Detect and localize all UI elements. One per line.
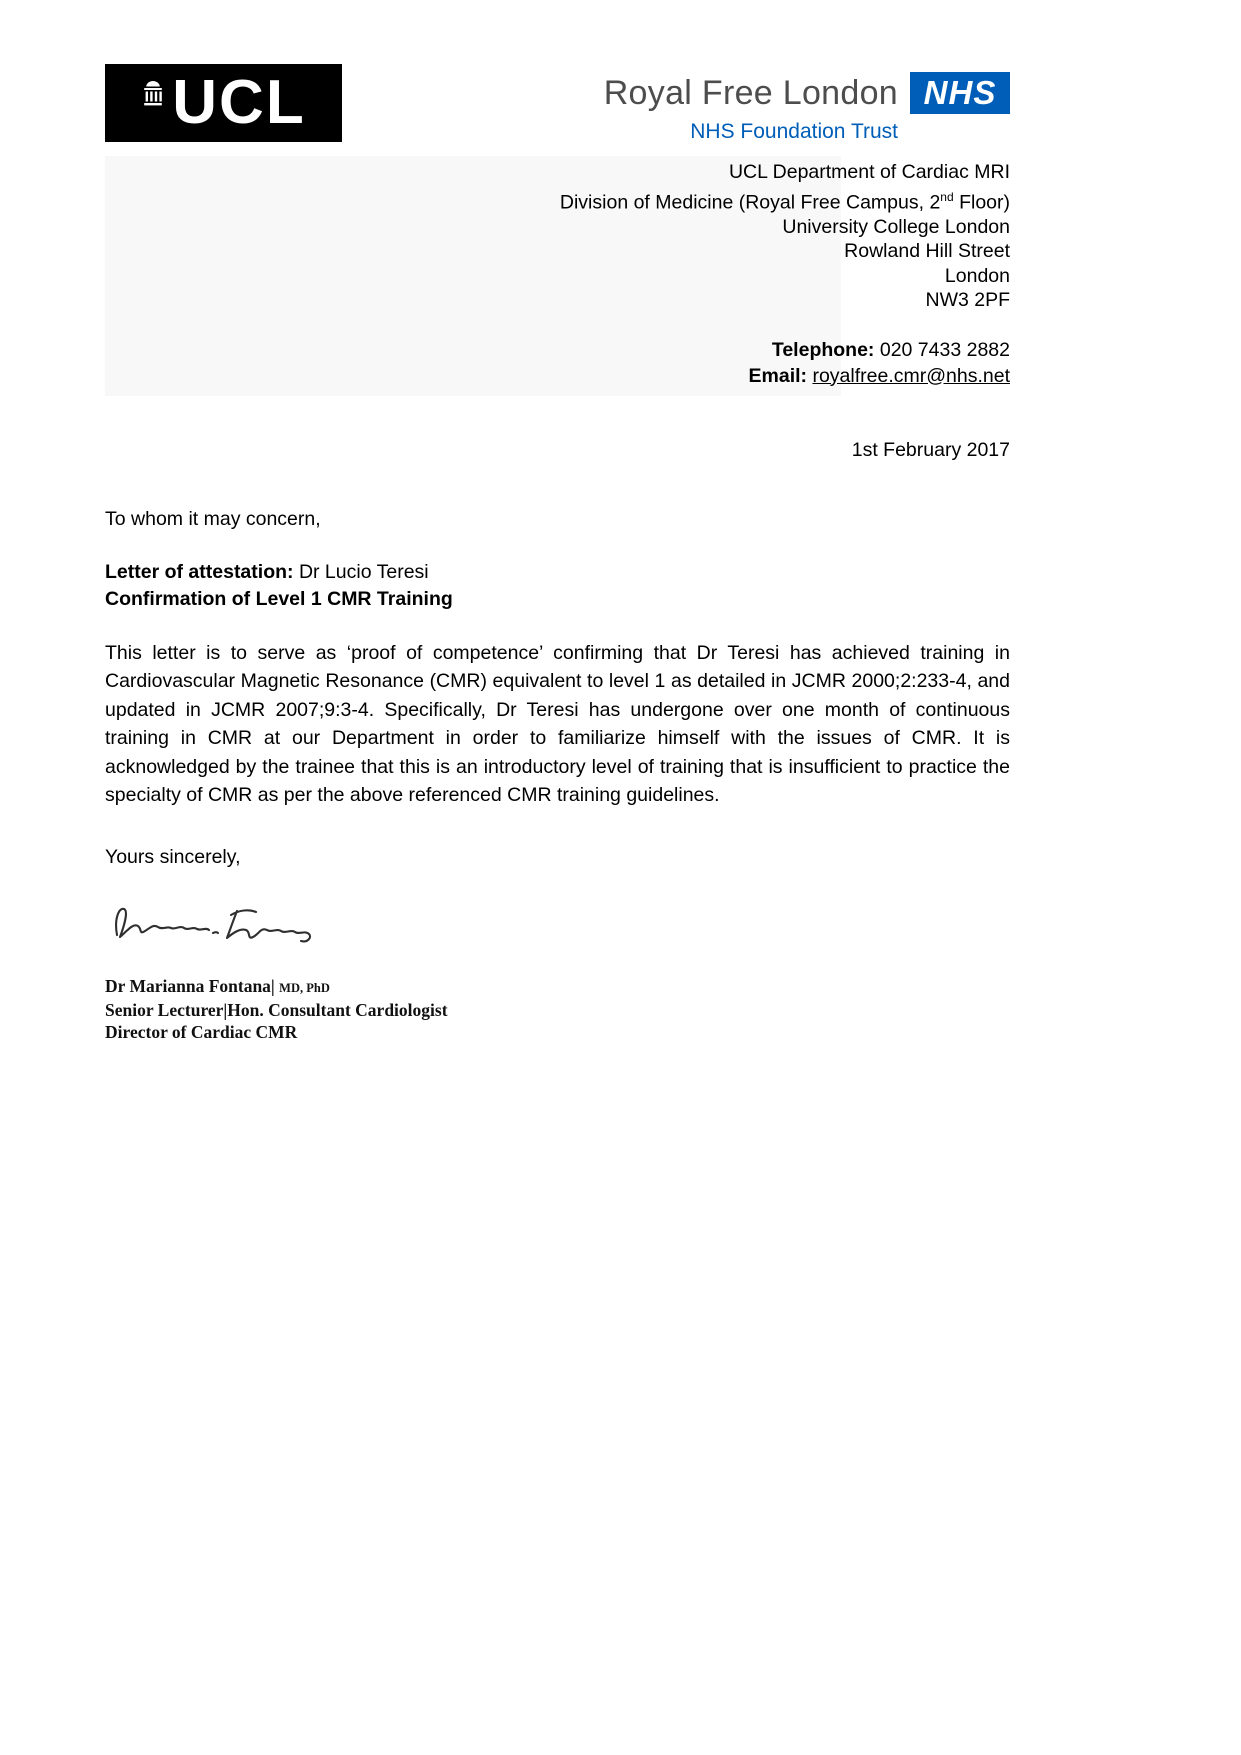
ucl-logo — [105, 64, 342, 142]
nhs-logo: NHS — [910, 72, 1010, 114]
address-block — [105, 160, 1010, 389]
body-paragraph: This letter is to serve as ‘proof of competence’ confirming that Dr Teresi has achieved training in Cardiovascular Magnetic Resonance (CMR) equivalent to level 1 as detailed in JCMR 2000;2:233-4, and updated in JCMR 2007;9:3-4. Specifically, Dr Teresi has undergone over one month of continuous training in CMR at our Department in order to familiarize himself with the issues of CMR. It is acknowledged by the trainee that this is an introductory level of training that is insufficient to practice the specialty of CMR as per the above referenced CMR training guidelines. — [105, 641, 1010, 807]
signatory-role-2: Director of Cardiac CMR — [105, 1022, 298, 1043]
nhs-trust-logo — [604, 64, 1010, 144]
trust-name-row — [604, 72, 1010, 114]
address-line: University College London — [782, 215, 1010, 238]
sender-address — [105, 160, 1010, 313]
signature-image — [109, 895, 329, 951]
signatory-credentials: MD, PhD — [279, 981, 330, 996]
ucl-portico-icon — [141, 80, 165, 108]
salutation: To whom it may concern, — [105, 507, 321, 530]
telephone-number: 020 7433 2882 — [879, 338, 1010, 361]
address-line: UCL Department of Cardiac MRI — [728, 161, 1010, 183]
trust-subtitle: NHS Foundation Trust — [690, 120, 898, 143]
telephone-line — [105, 337, 1010, 363]
subject-block — [105, 559, 1010, 613]
letter-content — [0, 0, 1010, 1043]
email-label: Email: — [748, 364, 808, 387]
trust-name: Royal Free London — [603, 73, 898, 112]
email-line — [105, 363, 1010, 389]
subject-line-1 — [105, 559, 1010, 586]
address-line: NW3 2PF — [925, 289, 1010, 311]
address-line: London — [944, 264, 1010, 287]
subject-line-2: Confirmation of Level 1 CMR Training — [105, 587, 453, 610]
contact-block — [105, 337, 1010, 389]
signatory-role-1: Senior Lecturer|Hon. Consultant Cardiologist — [105, 1000, 448, 1021]
subject-label: Letter of attestation: — [105, 560, 294, 583]
letterhead — [105, 0, 1010, 144]
email-address-link[interactable]: royalfree.cmr@nhs.net — [812, 364, 1010, 387]
signatory-name: Dr Marianna Fontana| — [105, 976, 275, 997]
telephone-label: Telephone: — [771, 338, 875, 361]
letter-date: 1st February 2017 — [851, 438, 1010, 461]
ucl-logo-text: UCL — [172, 68, 306, 137]
ordinal-superscript: nd — [940, 189, 954, 204]
address-line: Division of Medicine (Royal Free Campus, 2nd Floor) — [559, 189, 1010, 213]
signatory-block — [105, 975, 1010, 1043]
address-line: Rowland Hill Street — [844, 240, 1010, 262]
subject-name: Dr Lucio Teresi — [298, 560, 429, 583]
signatory-name-line — [105, 975, 1010, 999]
closing: Yours sincerely, — [105, 846, 241, 869]
